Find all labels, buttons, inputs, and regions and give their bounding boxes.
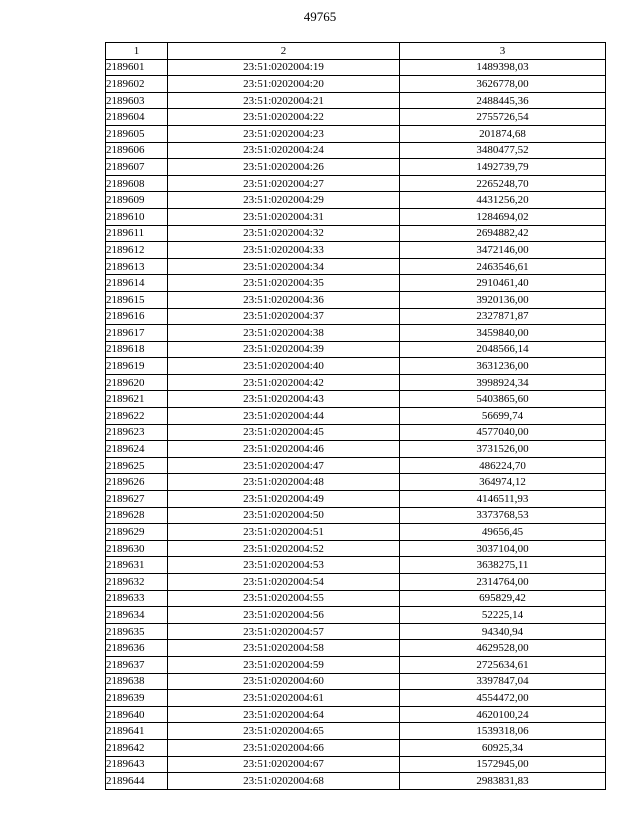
cell-number: 2189603 <box>106 92 168 109</box>
cell-value: 695829,42 <box>400 590 606 607</box>
table-row <box>106 590 606 607</box>
cell-value: 1492739,79 <box>400 159 606 176</box>
cell-value: 3626778,00 <box>400 76 606 93</box>
cell-number: 2189607 <box>106 159 168 176</box>
table-body <box>106 59 606 789</box>
cell-number: 2189614 <box>106 275 168 292</box>
table-row <box>106 175 606 192</box>
cell-number: 2189624 <box>106 441 168 458</box>
cell-number: 2189605 <box>106 125 168 142</box>
table-row <box>106 258 606 275</box>
cell-number: 2189632 <box>106 574 168 591</box>
cell-value: 3731526,00 <box>400 441 606 458</box>
cell-cadastral-id: 23:51:0202004:45 <box>168 424 400 441</box>
cell-number: 2189636 <box>106 640 168 657</box>
table-row <box>106 242 606 259</box>
cell-value: 4146511,93 <box>400 491 606 508</box>
cell-value: 4629528,00 <box>400 640 606 657</box>
cell-cadastral-id: 23:51:0202004:22 <box>168 109 400 126</box>
cell-cadastral-id: 23:51:0202004:35 <box>168 275 400 292</box>
table-row <box>106 524 606 541</box>
table-row <box>106 706 606 723</box>
cell-number: 2189626 <box>106 474 168 491</box>
cell-value: 2463546,61 <box>400 258 606 275</box>
cell-value: 4620100,24 <box>400 706 606 723</box>
cell-number: 2189609 <box>106 192 168 209</box>
cell-number: 2189623 <box>106 424 168 441</box>
table-row <box>106 408 606 425</box>
cell-number: 2189629 <box>106 524 168 541</box>
cell-value: 94340,94 <box>400 623 606 640</box>
table-row <box>106 142 606 159</box>
cell-cadastral-id: 23:51:0202004:48 <box>168 474 400 491</box>
cell-number: 2189630 <box>106 540 168 557</box>
cell-value: 4431256,20 <box>400 192 606 209</box>
cell-value: 364974,12 <box>400 474 606 491</box>
cell-cadastral-id: 23:51:0202004:49 <box>168 491 400 508</box>
table-row <box>106 656 606 673</box>
cell-value: 2488445,36 <box>400 92 606 109</box>
cell-value: 2327871,87 <box>400 308 606 325</box>
cell-number: 2189621 <box>106 391 168 408</box>
table-row <box>106 540 606 557</box>
cell-cadastral-id: 23:51:0202004:51 <box>168 524 400 541</box>
cell-number: 2189617 <box>106 325 168 342</box>
cell-cadastral-id: 23:51:0202004:68 <box>168 773 400 790</box>
table-row <box>106 507 606 524</box>
cell-number: 2189610 <box>106 208 168 225</box>
cell-value: 2265248,70 <box>400 175 606 192</box>
cell-number: 2189631 <box>106 557 168 574</box>
cell-value: 3459840,00 <box>400 325 606 342</box>
table-row <box>106 291 606 308</box>
table-row <box>106 125 606 142</box>
cell-number: 2189643 <box>106 756 168 773</box>
table-row <box>106 690 606 707</box>
table-row <box>106 358 606 375</box>
table-row <box>106 574 606 591</box>
cell-value: 4577040,00 <box>400 424 606 441</box>
cell-number: 2189639 <box>106 690 168 707</box>
table-row <box>106 623 606 640</box>
table-row <box>106 225 606 242</box>
cell-value: 486224,70 <box>400 457 606 474</box>
table-header-row <box>106 43 606 60</box>
table-row <box>106 673 606 690</box>
cell-value: 2725634,61 <box>400 656 606 673</box>
cell-cadastral-id: 23:51:0202004:54 <box>168 574 400 591</box>
cell-value: 3397847,04 <box>400 673 606 690</box>
table-row <box>106 424 606 441</box>
cell-cadastral-id: 23:51:0202004:24 <box>168 142 400 159</box>
table-row <box>106 773 606 790</box>
cell-number: 2189642 <box>106 739 168 756</box>
cell-value: 1284694,02 <box>400 208 606 225</box>
table-row <box>106 457 606 474</box>
cell-cadastral-id: 23:51:0202004:66 <box>168 739 400 756</box>
cell-cadastral-id: 23:51:0202004:59 <box>168 656 400 673</box>
cell-value: 3998924,34 <box>400 374 606 391</box>
cell-number: 2189628 <box>106 507 168 524</box>
cell-number: 2189641 <box>106 723 168 740</box>
cell-cadastral-id: 23:51:0202004:43 <box>168 391 400 408</box>
cell-cadastral-id: 23:51:0202004:56 <box>168 607 400 624</box>
cell-number: 2189611 <box>106 225 168 242</box>
cell-value: 5403865,60 <box>400 391 606 408</box>
cell-value: 52225,14 <box>400 607 606 624</box>
table-row <box>106 59 606 76</box>
cell-value: 3631236,00 <box>400 358 606 375</box>
cell-value: 4554472,00 <box>400 690 606 707</box>
cell-number: 2189604 <box>106 109 168 126</box>
cell-number: 2189644 <box>106 773 168 790</box>
cell-cadastral-id: 23:51:0202004:29 <box>168 192 400 209</box>
table-row <box>106 192 606 209</box>
table-row <box>106 640 606 657</box>
cell-cadastral-id: 23:51:0202004:53 <box>168 557 400 574</box>
cell-number: 2189618 <box>106 341 168 358</box>
table-row <box>106 76 606 93</box>
cell-cadastral-id: 23:51:0202004:23 <box>168 125 400 142</box>
cell-cadastral-id: 23:51:0202004:58 <box>168 640 400 657</box>
cell-cadastral-id: 23:51:0202004:36 <box>168 291 400 308</box>
cell-cadastral-id: 23:51:0202004:61 <box>168 690 400 707</box>
cell-value: 2983831,83 <box>400 773 606 790</box>
cell-value: 1489398,03 <box>400 59 606 76</box>
cell-number: 2189634 <box>106 607 168 624</box>
cell-number: 2189601 <box>106 59 168 76</box>
cell-cadastral-id: 23:51:0202004:20 <box>168 76 400 93</box>
table-row <box>106 557 606 574</box>
cell-number: 2189637 <box>106 656 168 673</box>
cell-cadastral-id: 23:51:0202004:42 <box>168 374 400 391</box>
cell-number: 2189613 <box>106 258 168 275</box>
table-row <box>106 325 606 342</box>
table-row <box>106 341 606 358</box>
cell-cadastral-id: 23:51:0202004:50 <box>168 507 400 524</box>
cell-number: 2189622 <box>106 408 168 425</box>
cell-number: 2189606 <box>106 142 168 159</box>
cell-number: 2189619 <box>106 358 168 375</box>
cell-cadastral-id: 23:51:0202004:64 <box>168 706 400 723</box>
cell-cadastral-id: 23:51:0202004:38 <box>168 325 400 342</box>
cell-number: 2189620 <box>106 374 168 391</box>
cell-number: 2189627 <box>106 491 168 508</box>
cell-cadastral-id: 23:51:0202004:60 <box>168 673 400 690</box>
cell-value: 3037104,00 <box>400 540 606 557</box>
table-row <box>106 275 606 292</box>
table-row <box>106 474 606 491</box>
table-row <box>106 391 606 408</box>
cell-value: 2048566,14 <box>400 341 606 358</box>
cell-cadastral-id: 23:51:0202004:65 <box>168 723 400 740</box>
cell-number: 2189615 <box>106 291 168 308</box>
cell-cadastral-id: 23:51:0202004:40 <box>168 358 400 375</box>
cell-cadastral-id: 23:51:0202004:21 <box>168 92 400 109</box>
cell-value: 2910461,40 <box>400 275 606 292</box>
cell-cadastral-id: 23:51:0202004:44 <box>168 408 400 425</box>
cell-cadastral-id: 23:51:0202004:27 <box>168 175 400 192</box>
cell-value: 3373768,53 <box>400 507 606 524</box>
table-row <box>106 109 606 126</box>
table-row <box>106 159 606 176</box>
cell-number: 2189602 <box>106 76 168 93</box>
cell-value: 3920136,00 <box>400 291 606 308</box>
cell-value: 2755726,54 <box>400 109 606 126</box>
cell-cadastral-id: 23:51:0202004:31 <box>168 208 400 225</box>
cell-number: 2189635 <box>106 623 168 640</box>
cell-cadastral-id: 23:51:0202004:26 <box>168 159 400 176</box>
cell-number: 2189625 <box>106 457 168 474</box>
cell-value: 49656,45 <box>400 524 606 541</box>
table-row <box>106 374 606 391</box>
cell-cadastral-id: 23:51:0202004:67 <box>168 756 400 773</box>
cell-value: 201874,68 <box>400 125 606 142</box>
cell-cadastral-id: 23:51:0202004:47 <box>168 457 400 474</box>
cell-cadastral-id: 23:51:0202004:52 <box>168 540 400 557</box>
cell-cadastral-id: 23:51:0202004:19 <box>168 59 400 76</box>
cell-cadastral-id: 23:51:0202004:32 <box>168 225 400 242</box>
table-row <box>106 308 606 325</box>
cell-cadastral-id: 23:51:0202004:33 <box>168 242 400 259</box>
table-row <box>106 441 606 458</box>
cell-number: 2189640 <box>106 706 168 723</box>
cell-value: 2314764,00 <box>400 574 606 591</box>
cell-value: 1539318,06 <box>400 723 606 740</box>
registry-table <box>105 42 606 790</box>
cell-cadastral-id: 23:51:0202004:37 <box>168 308 400 325</box>
column-header-2: 2 <box>168 43 400 60</box>
page-number: 49765 <box>303 9 337 24</box>
cell-number: 2189638 <box>106 673 168 690</box>
cell-value: 3480477,52 <box>400 142 606 159</box>
cell-value: 2694882,42 <box>400 225 606 242</box>
cell-number: 2189616 <box>106 308 168 325</box>
cell-cadastral-id: 23:51:0202004:34 <box>168 258 400 275</box>
table-row <box>106 756 606 773</box>
cell-value: 3472146,00 <box>400 242 606 259</box>
cell-value: 56699,74 <box>400 408 606 425</box>
cell-cadastral-id: 23:51:0202004:55 <box>168 590 400 607</box>
table-row <box>106 208 606 225</box>
cell-value: 3638275,11 <box>400 557 606 574</box>
table-row <box>106 723 606 740</box>
column-header-3: 3 <box>400 43 606 60</box>
cell-cadastral-id: 23:51:0202004:57 <box>168 623 400 640</box>
cell-cadastral-id: 23:51:0202004:46 <box>168 441 400 458</box>
table-row <box>106 739 606 756</box>
cell-cadastral-id: 23:51:0202004:39 <box>168 341 400 358</box>
cell-number: 2189608 <box>106 175 168 192</box>
cell-value: 60925,34 <box>400 739 606 756</box>
cell-number: 2189633 <box>106 590 168 607</box>
column-header-1: 1 <box>106 43 168 60</box>
table-row <box>106 491 606 508</box>
table-row <box>106 92 606 109</box>
cell-value: 1572945,00 <box>400 756 606 773</box>
table-row <box>106 607 606 624</box>
cell-number: 2189612 <box>106 242 168 259</box>
